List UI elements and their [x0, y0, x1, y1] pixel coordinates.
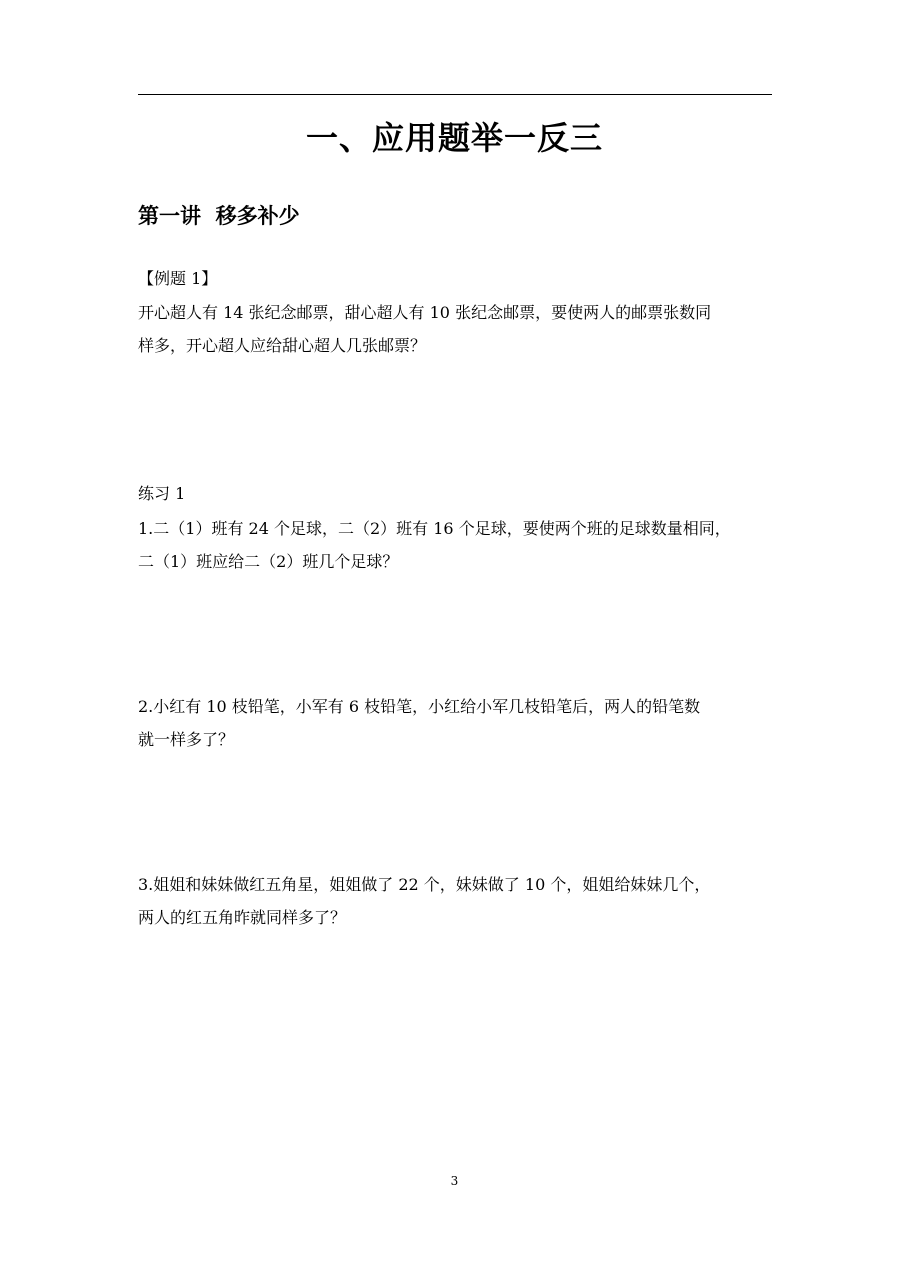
- question-1-line-2: 二（1）班应给二（2）班几个足球？: [138, 552, 399, 571]
- practice-question-1: [138, 512, 778, 578]
- practice-question-2: [138, 690, 778, 756]
- example-problem: [138, 296, 778, 362]
- question-1-line-1: 1.二（1）班有 24 个足球，二（2）班有 16 个足球，要使两个班的足球数量相同，: [138, 519, 731, 538]
- practice-question-3: [138, 868, 778, 934]
- example-line-2: 样多，开心超人应给甜心超人几张邮票？: [138, 336, 427, 355]
- header-rule: [138, 94, 772, 95]
- lecture-heading: 第一讲 移多补少: [138, 204, 300, 228]
- page-title: 一、应用题举一反三: [305, 119, 603, 157]
- question-2-line-2: 就一样多了？: [138, 730, 235, 749]
- question-3-line-1: 3.姐姐和妹妹做红五角星，姐姐做了 22 个，妹妹做了 10 个，姐姐给妹妹几个，: [138, 875, 711, 894]
- question-2-line-1: 2.小红有 10 枝铅笔，小军有 6 枝铅笔，小红给小军几枝铅笔后，两人的铅笔数: [138, 697, 701, 716]
- practice-label: 练习 1: [138, 484, 186, 503]
- example-line-1: 开心超人有 14 张纪念邮票，甜心超人有 10 张纪念邮票，要使两人的邮票张数同: [138, 303, 712, 322]
- example-label: 【例题 1】: [138, 269, 218, 288]
- page-number: 3: [450, 1174, 459, 1188]
- question-3-line-2: 两人的红五角昨就同样多了？: [138, 908, 347, 927]
